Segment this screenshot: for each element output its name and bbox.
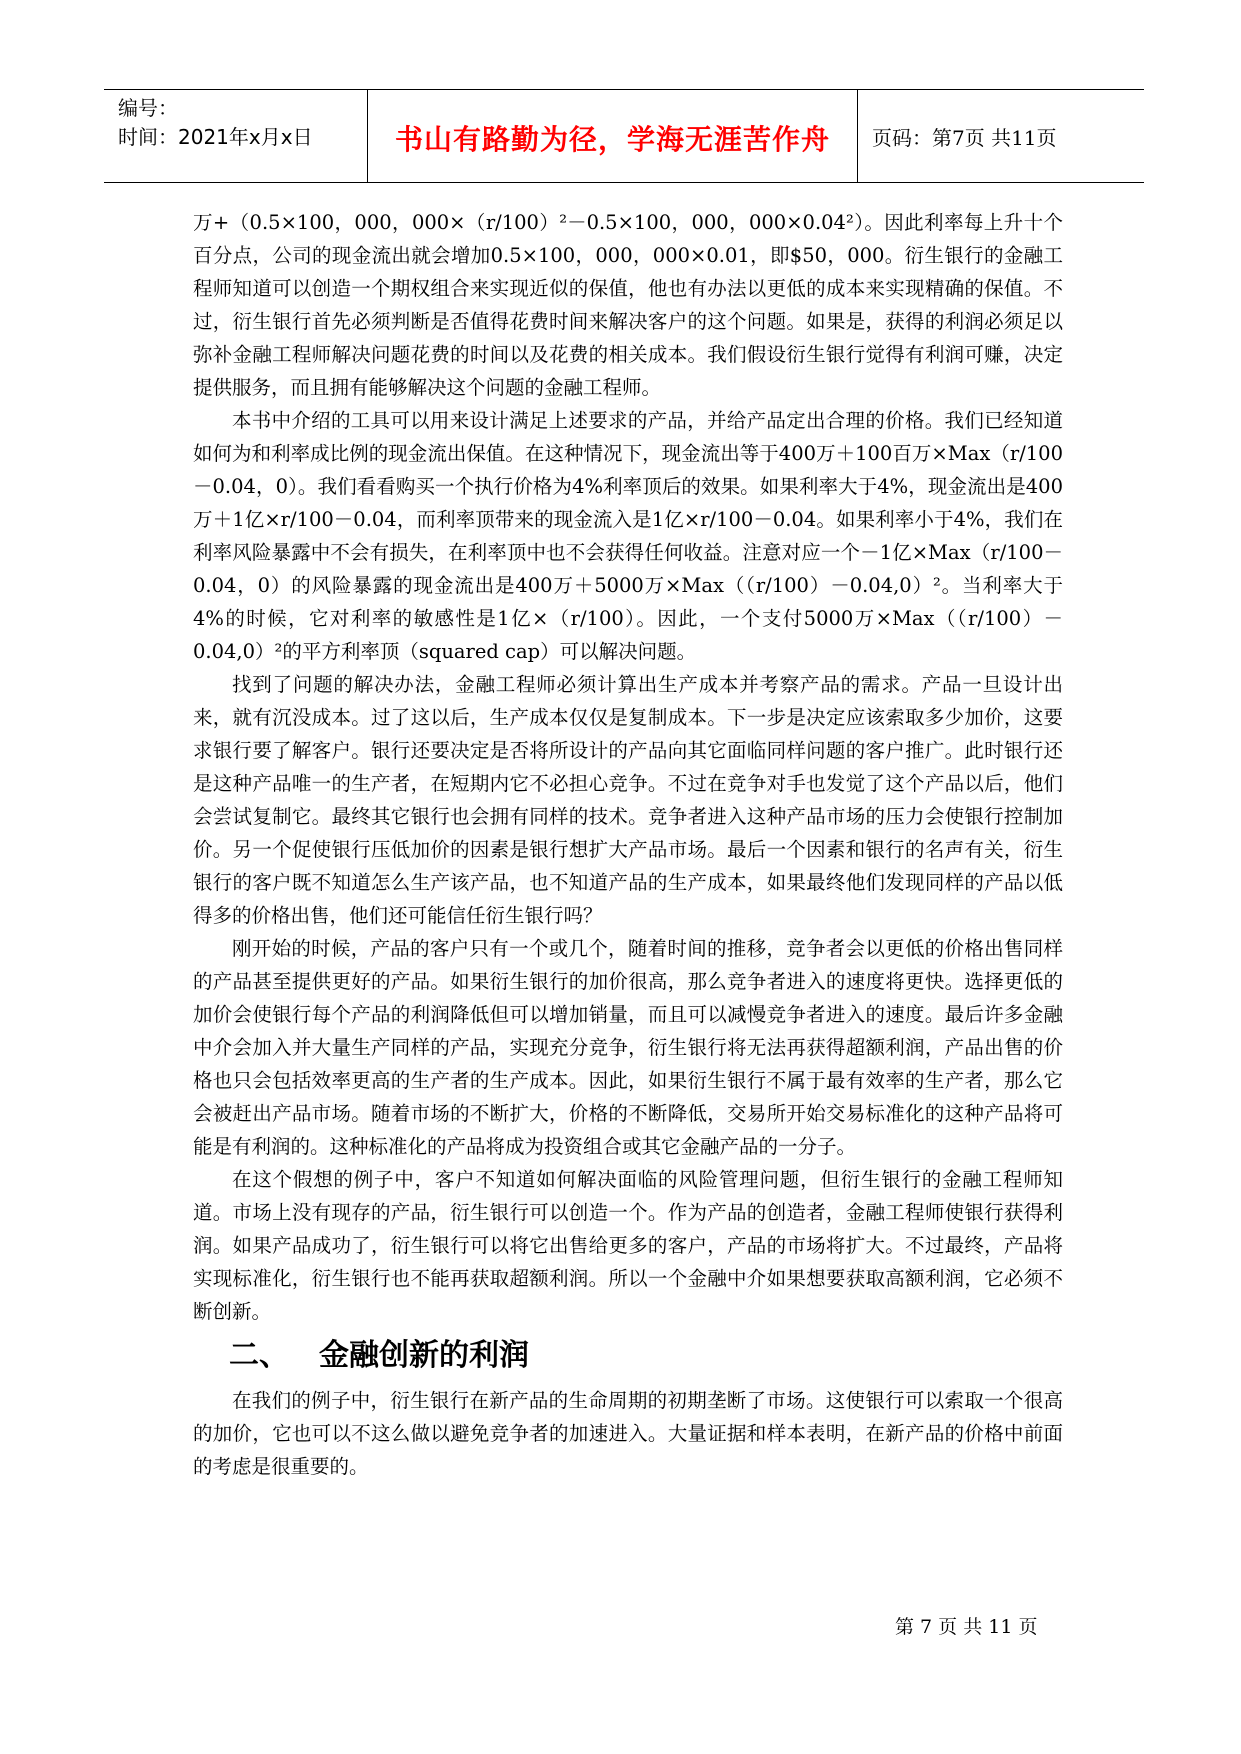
header-page-code-cell xyxy=(858,90,1144,182)
body-paragraph: 万+（0.5×100，000，000×（r/100）²－0.5×100，000，000×0.04²）。因此利率每上升十个百分点，公司的现金流出就会增加0.5×100，000，000×0.01，即$50，000。衍生银行的金融工程师知道可以创造一个期权组合来实现近似的保值，他也有办法以更低的成本来实现精确的保值。不过，衍生银行首先必须判断是否值得花费时间来解决客户的这个问题。如果是，获得的利润必须足以弥补金融工程师解决问题花费的时间以及花费的相关成本。我们假设衍生银行觉得有利润可赚，决定提供服务，而且拥有能够解决这个问题的金融工程师。 xyxy=(193,211,1063,399)
body-paragraph: 在我们的例子中，衍生银行在新产品的生命周期的初期垄断了市场。这使银行可以索取一个很高的加价，它也可以不这么做以避免竞争者的加速进入。大量证据和样本表明，在新产品的价格中前面的考虑是很重要的。 xyxy=(193,1389,1063,1478)
header-motto: 书山有路勤为径，学海无涯苦作舟 xyxy=(394,123,830,156)
document-number-label: 编号： xyxy=(118,96,178,120)
body-paragraph: 刚开始的时候，产品的客户只有一个或几个，随着时间的推移，竞争者会以更低的价格出售同样的产品甚至提供更好的产品。如果衍生银行的加价很高，那么竞争者进入的速度将更快。选择更低的加价会使银行每个产品的利润降低但可以增加销量，而且可以减慢竞争者进入的速度。最后许多金融中介会加入并大量生产同样的产品，实现充分竞争，衍生银行将无法再获得超额利润，产品出售的价格也只会包括效率更高的生产者的生产成本。因此，如果衍生银行不属于最有效率的生产者，那么它会被赶出产品市场。随着市场的不断扩大，价格的不断降低，交易所开始交易标准化的这种产品将可能是有利润的。这种标准化的产品将成为投资组合或其它金融产品的一分子。 xyxy=(193,937,1063,1158)
page-footer xyxy=(895,1612,1037,1639)
body-paragraph: 找到了问题的解决办法，金融工程师必须计算出生产成本并考察产品的需求。产品一旦设计出来，就有沉没成本。过了这以后，生产成本仅仅是复制成本。下一步是决定应该索取多少加价，这要求银行要了解客户。银行还要决定是否将所设计的产品向其它面临同样问题的客户推广。此时银行还是这种产品唯一的生产者，在短期内它不必担心竞争。不过在竞争对手也发觉了这个产品以后，他们会尝试复制它。最终其它银行也会拥有同样的技术。竞争者进入这种产品市场的压力会使银行控制加价。另一个促使银行压低加价的因素是银行想扩大产品市场。最后一个因素和银行的名声有关，衍生银行的客户既不知道怎么生产该产品，也不知道产品的生产成本，如果最终他们发现同样的产品以低得多的价格出售，他们还可能信任衍生银行吗？ xyxy=(193,673,1063,927)
section-number: 二、 xyxy=(229,1338,289,1373)
body-paragraph: 在这个假想的例子中，客户不知道如何解决面临的风险管理问题，但衍生银行的金融工程师知道。市场上没有现存的产品，衍生银行可以创造一个。作为产品的创造者，金融工程师使银行获得利润。如果产品成功了，衍生银行可以将它出售给更多的客户，产品的市场将扩大。不过最终，产品将实现标准化，衍生银行也不能再获取超额利润。所以一个金融中介如果想要获取高额利润，它必须不断创新。 xyxy=(193,1168,1063,1323)
page-header xyxy=(104,89,1144,183)
header-motto-cell xyxy=(368,90,858,182)
footer-page-label: 第 7 页 共 11 页 xyxy=(895,1616,1038,1638)
document-time-label: 时间：2021年x月x日 xyxy=(118,125,313,149)
section-heading xyxy=(229,1334,1063,1378)
header-page-code: 页码：第7页 共11页 xyxy=(872,125,1057,150)
section-title: 金融创新的利润 xyxy=(319,1338,529,1373)
document-body xyxy=(193,206,1063,1483)
body-paragraph: 本书中介绍的工具可以用来设计满足上述要求的产品，并给产品定出合理的价格。我们已经知道如何为和利率成比例的现金流出保值。在这种情况下，现金流出等于400万＋100百万×Max（r/100－0.04，0）。我们看看购买一个执行价格为4%利率顶后的效果。如果利率大于4%，现金流出是400万＋1亿×r/100－0.04，而利率顶带来的现金流入是1亿×r/100－0.04。如果利率小于4%，我们在利率风险暴露中不会有损失，在利率顶中也不会获得任何收益。注意对应一个－1亿×Max（r/100－0.04，0）的风险暴露的现金流出是400万＋5000万×Max（（r/100）－0.04,0）²。当利率大于4%的时候，它对利率的敏感性是1亿×（r/100）。因此，一个支付5000万×Max（（r/100）－0.04,0）²的平方利率顶（squared cap）可以解决问题。 xyxy=(193,409,1063,663)
header-meta xyxy=(104,90,368,182)
